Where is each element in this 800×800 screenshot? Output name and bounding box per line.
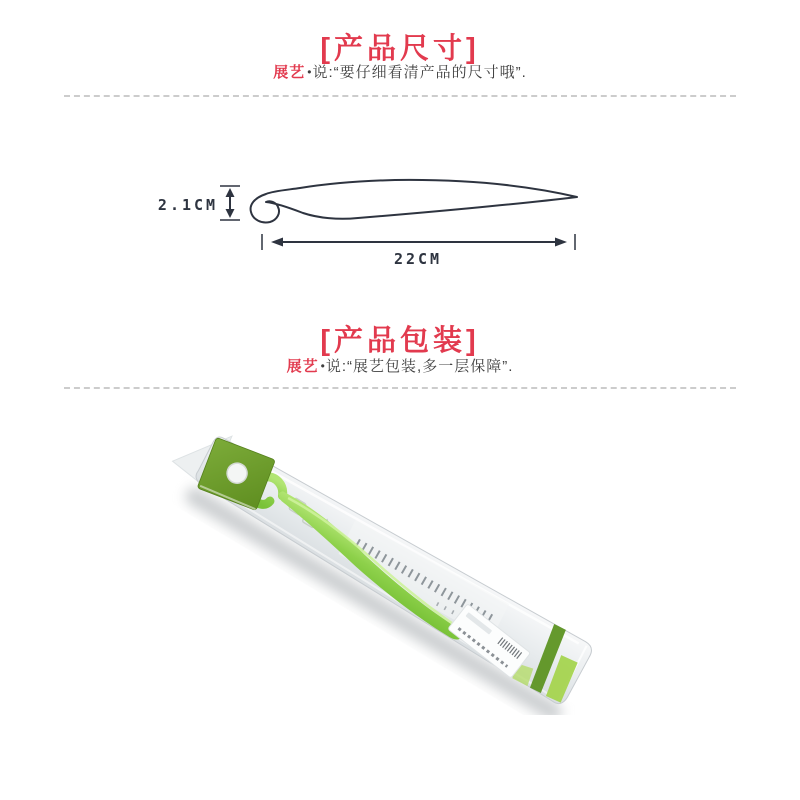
length-dimension [262, 234, 575, 250]
brand-name: 展艺 [286, 358, 319, 375]
length-arrow-right [555, 238, 567, 247]
packaging-section-title: [产品包装] [320, 325, 480, 357]
packaging-quote-text: “展艺包装,多一层保障”. [347, 358, 514, 375]
says-label: 说: [325, 358, 348, 375]
height-dimension [220, 186, 240, 220]
packaging-photo [170, 425, 610, 715]
dimension-diagram-svg [140, 150, 660, 280]
height-arrow-up [226, 188, 235, 197]
length-label: 22CM [393, 250, 443, 268]
size-section-title: [产品尺寸] [320, 33, 480, 65]
dimension-diagram [140, 150, 660, 280]
product-outline [251, 180, 577, 223]
bullet-separator: • [320, 359, 326, 373]
height-label: 2.1CM [157, 196, 219, 214]
packaging-photo-svg [170, 425, 610, 715]
size-quote-text: “要仔细看清产品的尺寸哦”. [333, 64, 527, 81]
dashed-divider-top [64, 95, 736, 97]
says-label: 说: [312, 64, 334, 81]
packaging-section-subtitle [0, 355, 800, 376]
length-arrow-left [271, 238, 283, 247]
size-section-subtitle [0, 61, 800, 82]
dashed-divider-bottom [64, 387, 736, 389]
height-arrow-down [226, 209, 235, 218]
brand-name: 展艺 [273, 64, 306, 81]
bullet-separator: • [307, 65, 313, 79]
